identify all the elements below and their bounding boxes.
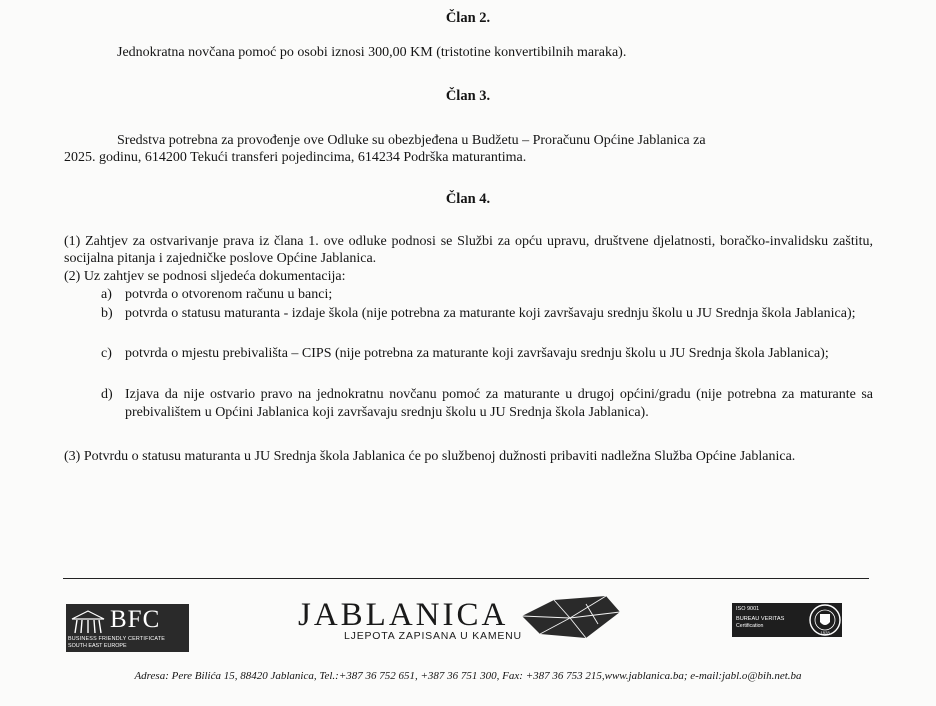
list-marker: a) xyxy=(101,287,112,302)
clan-3-line-2: 2025. godinu, 614200 Tekući transferi pojedincima, 614234 Podrška maturantima. xyxy=(64,150,527,165)
seal-year: 1828 xyxy=(820,630,830,636)
list-item-text: potvrda o statusu maturanta - izdaje škola (nije potrebna za maturante koji završavaju srednju školu u JU Srednja škola Jablanica); xyxy=(125,306,856,321)
footer-divider xyxy=(63,578,869,579)
clan-4-heading: Član 4. xyxy=(445,191,491,207)
clan-3-heading: Član 3. xyxy=(445,88,491,104)
stone-crystal-icon xyxy=(520,594,622,640)
jablanica-logo-wordmark: JABLANICA xyxy=(298,597,509,633)
bureau-veritas-seal-icon xyxy=(808,603,842,637)
bureau-veritas-certification: Certification xyxy=(736,623,764,629)
list-item-text: potvrda o otvorenom računu u banci; xyxy=(125,287,333,302)
footer-address: Adresa: Pere Bilića 15, 88420 Jablanica, Tel.:+387 36 752 651, +387 36 751 300, Fax: +387 36 753 215,www.jablanica.ba; e-mail:jabl.o@bih.net.ba xyxy=(134,670,802,682)
clan-4-paragraph-3: (3) Potvrdu o statusu maturanta u JU Srednja škola Jablanica će po službenoj dužnosti pribaviti nadležna Služba Općine Jablanica. xyxy=(64,449,796,464)
bureau-veritas-name: BUREAU VERITAS xyxy=(736,616,785,622)
list-marker: d) xyxy=(101,387,113,402)
bureau-veritas-logo xyxy=(732,603,842,637)
bfc-logo-subtitle: BUSINESS FRIENDLY CERTIFICATE xyxy=(68,636,166,642)
clan-2-text: Jednokratna novčana pomoć po osobi iznosi 300,00 KM (tristotine konvertibilnih maraka). xyxy=(117,45,627,60)
clan-4-paragraph-1: (1) Zahtjev za ostvarivanje prava iz člana 1. ove odluke podnosi se Službi za opću upravu, društvene djelatnosti, boračko-invalidsku zaštitu, socijalna pitanja i zajedničke poslove Općine Jablanica. xyxy=(64,234,873,266)
list-item-d xyxy=(101,386,873,421)
bfc-logo-text: BFC xyxy=(110,606,161,633)
bfc-logo xyxy=(66,604,189,652)
bfc-logo-region: SOUTH EAST EUROPE xyxy=(68,643,127,649)
iso-label: ISO 9001 xyxy=(736,606,760,612)
list-marker: b) xyxy=(101,306,113,321)
list-marker: c) xyxy=(101,346,112,361)
clan-3-line-1: Sredstva potrebna za provođenje ove Odluke su obezbjeđena u Budžetu – Proračunu Općine Jablanica za xyxy=(117,133,706,148)
jablanica-logo-tagline: LJEPOTA ZAPISANA U KAMENU xyxy=(344,630,522,642)
list-item-text: potvrda o mjestu prebivališta – CIPS (nije potrebna za maturante koji završavaju srednju školu u JU Srednja škola Jablanica); xyxy=(125,346,829,361)
list-item-c xyxy=(101,345,873,363)
list-item-b xyxy=(101,305,873,323)
clan-2-heading: Član 2. xyxy=(445,10,491,26)
bfc-building-icon xyxy=(70,610,106,634)
clan-4-paragraph-2: (2) Uz zahtjev se podnosi sljedeća dokumentacija: xyxy=(64,269,346,284)
list-item-a xyxy=(101,286,873,304)
list-item-text: Izjava da nije ostvario pravo na jednokratnu novčanu pomoć za maturante u drugoj općini/gradu (nije potrebna za maturante sa prebivalištem u Općini Jablanica koji završavaju srednju školu u JU Srednja škola Jablanica). xyxy=(125,387,873,420)
